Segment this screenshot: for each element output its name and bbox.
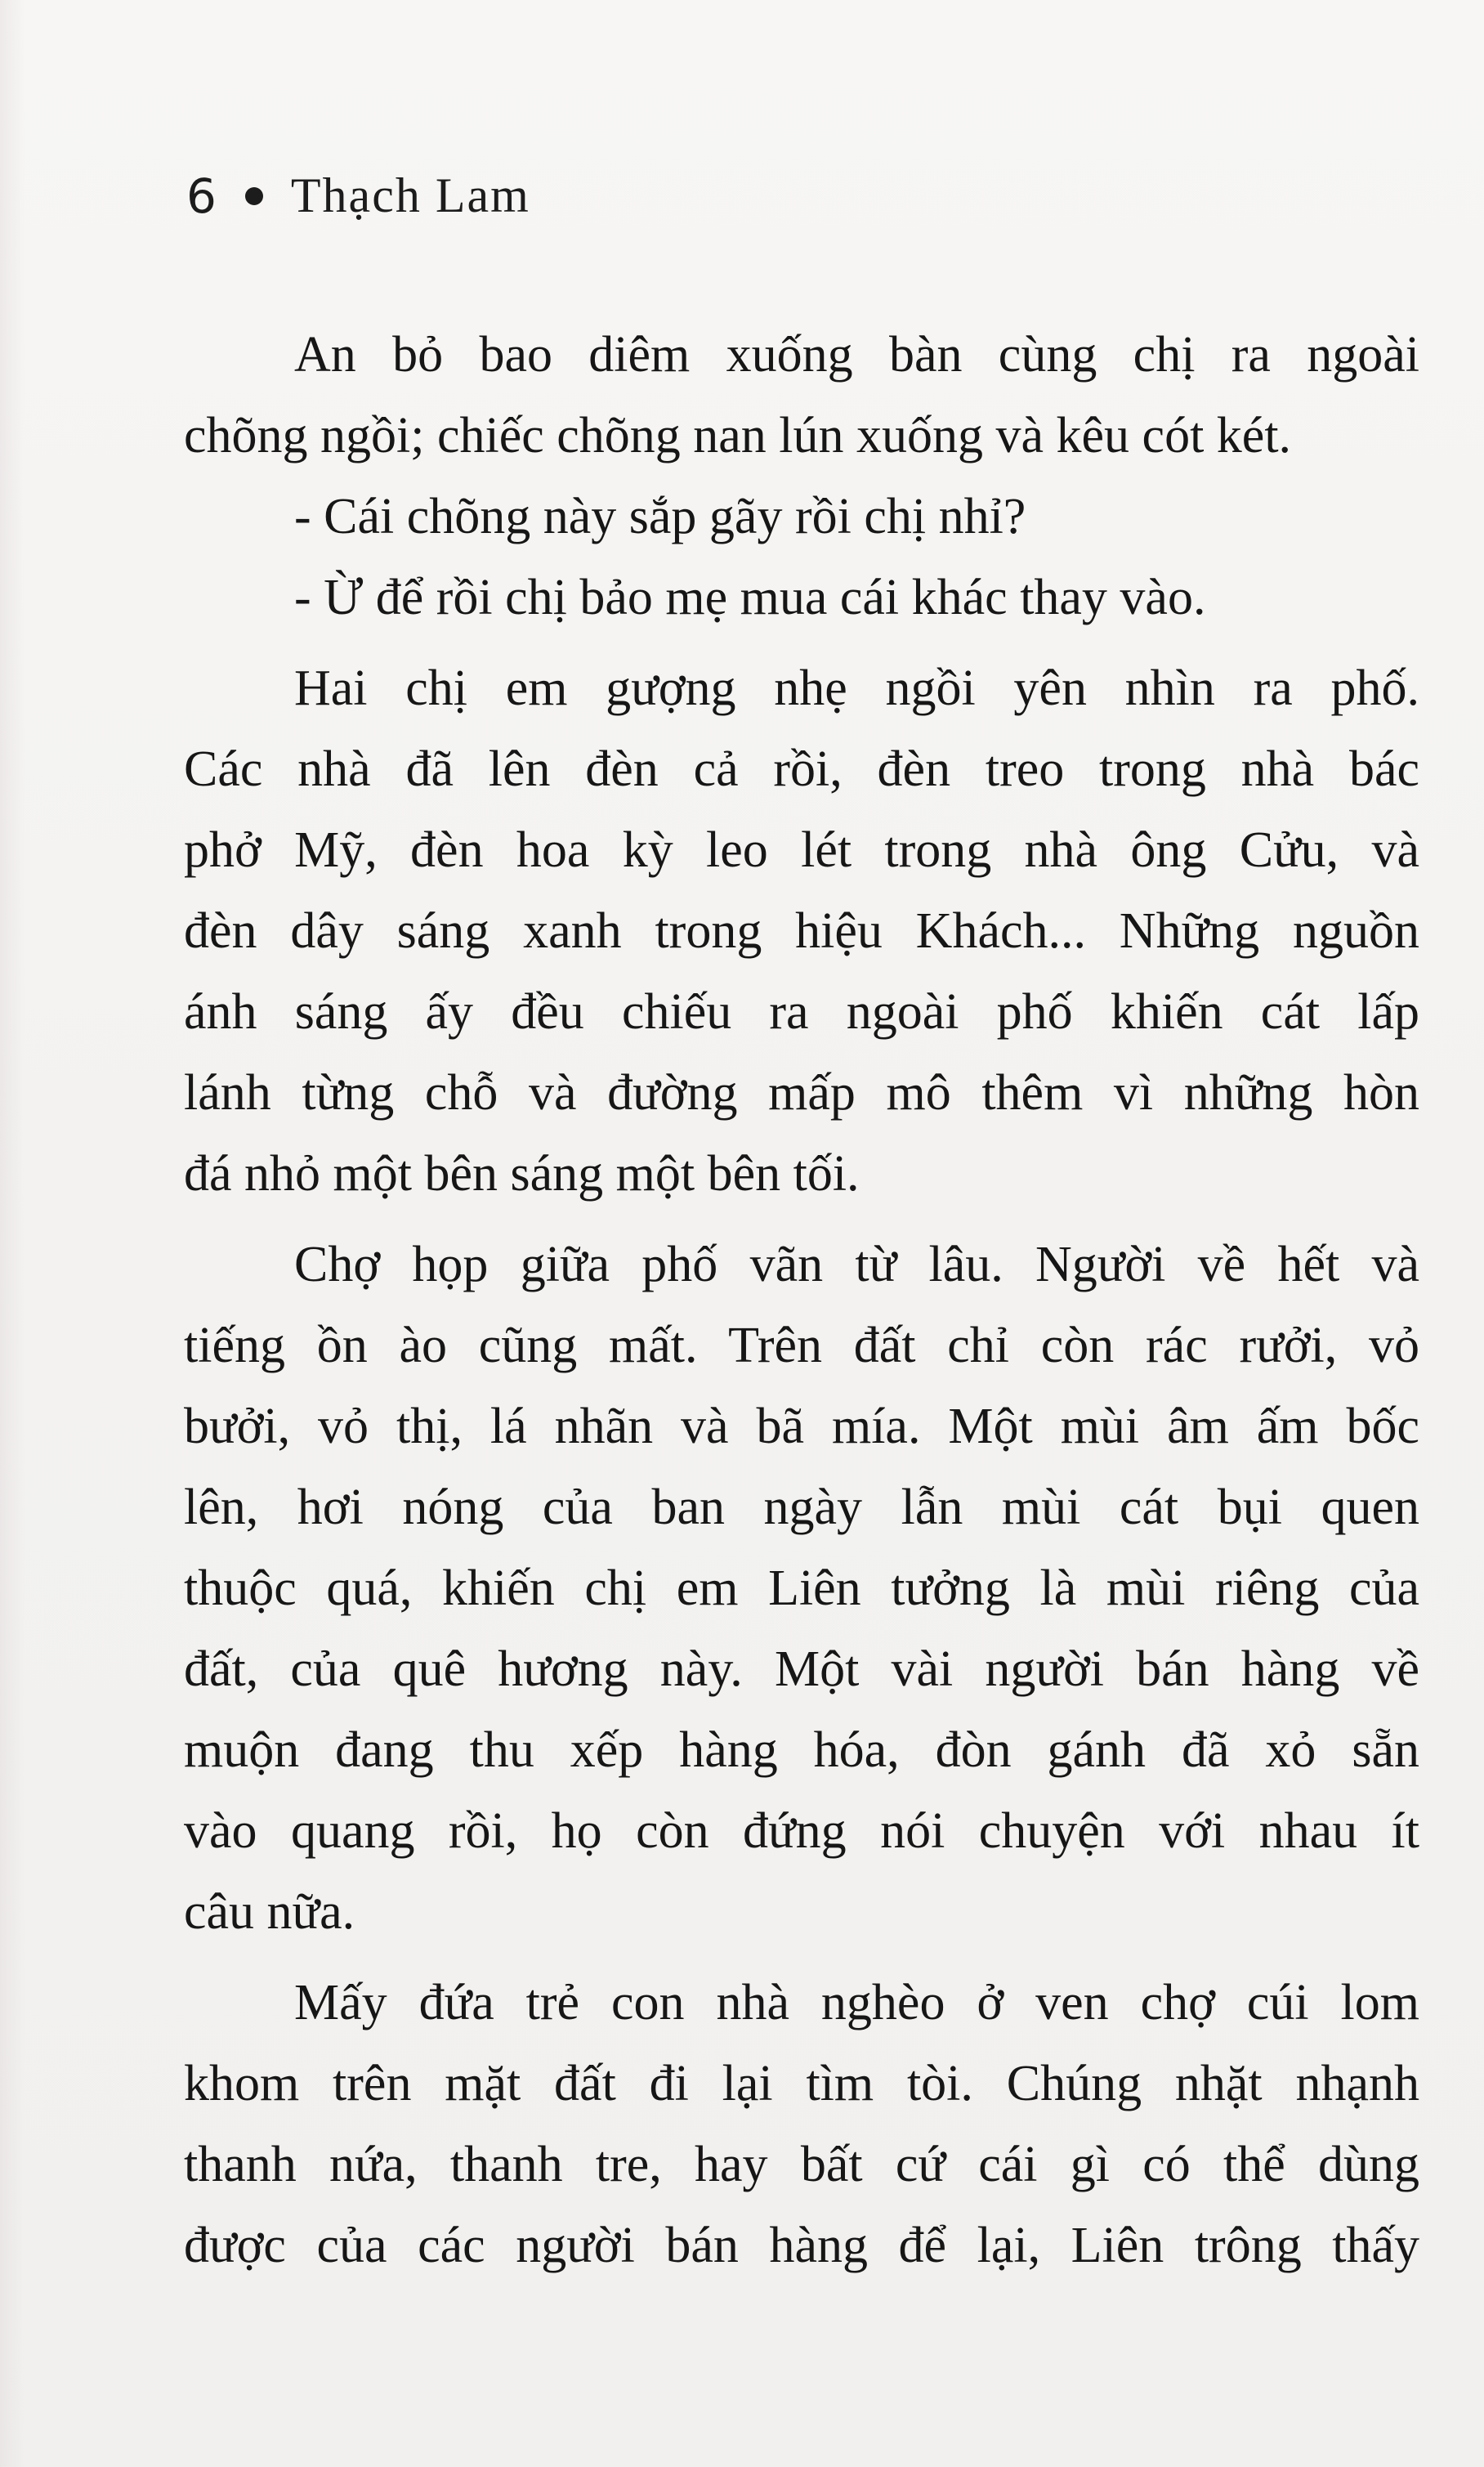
text-line: tiếng ồn ào cũng mất. Trên đất chỉ còn rác rưởi, vỏ — [184, 1318, 1419, 1373]
text-line: câu nữa. — [184, 1884, 355, 1940]
text-line: Các nhà đã lên đèn cả rồi, đèn treo trong nhà bác — [184, 741, 1419, 797]
text-line: khom trên mặt đất đi lại tìm tòi. Chúng nhặt nhạnh — [184, 2056, 1419, 2111]
page-edge-shadow — [0, 0, 25, 2467]
text-line: đá nhỏ một bên sáng một bên tối. — [184, 1146, 860, 1202]
paragraph-gap — [184, 1953, 1419, 1963]
running-header — [186, 168, 530, 224]
text-line: muộn đang thu xếp hàng hóa, đòn gánh đã xỏ sẵn — [184, 1722, 1419, 1778]
text-line: lánh từng chỗ và đường mấp mô thêm vì những hòn — [184, 1065, 1419, 1121]
text-line: bưởi, vỏ thị, lá nhãn và bã mía. Một mùi âm ấm bốc — [184, 1399, 1419, 1454]
text-line: đất, của quê hương này. Một vài người bán hàng về — [184, 1641, 1419, 1697]
text-line: Hai chị em gượng nhẹ ngồi yên nhìn ra phố. — [294, 660, 1419, 716]
text-line: lên, hơi nóng của ban ngày lẫn mùi cát bụi quen — [184, 1480, 1419, 1535]
bullet-separator-icon — [245, 187, 263, 205]
text-line: chõng ngồi; chiếc chõng nan lún xuống và kêu cót két. — [184, 408, 1292, 463]
text-line: thanh nứa, thanh tre, hay bất cứ cái gì có thể dùng — [184, 2137, 1419, 2192]
page-number: 6 — [186, 168, 217, 224]
paragraph-gap — [184, 638, 1419, 648]
dialogue-line: - Ừ để rồi chị bảo mẹ mua cái khác thay vào. — [294, 570, 1206, 625]
text-line: đèn dây sáng xanh trong hiệu Khách... Những nguồn — [184, 903, 1419, 959]
dialogue-line: - Cái chõng này sắp gãy rồi chị nhỉ? — [294, 489, 1026, 544]
text-line: Chợ họp giữa phố vãn từ lâu. Người về hết và — [294, 1237, 1419, 1292]
text-line: Mấy đứa trẻ con nhà nghèo ở ven chợ cúi lom — [294, 1975, 1419, 2030]
text-line: phở Mỹ, đèn hoa kỳ leo lét trong nhà ông Cửu, và — [184, 822, 1419, 878]
text-line: thuộc quá, khiến chị em Liên tưởng là mùi riêng của — [184, 1560, 1419, 1616]
author-name: Thạch Lam — [290, 168, 530, 222]
text-line: An bỏ bao diêm xuống bàn cùng chị ra ngoài — [294, 327, 1419, 383]
paragraph-gap — [184, 1215, 1419, 1225]
text-line: được của các người bán hàng để lại, Liên trông thấy — [184, 2218, 1419, 2273]
text-line: vào quang rồi, họ còn đứng nói chuyện với nhau ít — [184, 1803, 1419, 1859]
body-text — [184, 315, 1419, 2286]
text-line: ánh sáng ấy đều chiếu ra ngoài phố khiến cát lấp — [184, 984, 1419, 1040]
